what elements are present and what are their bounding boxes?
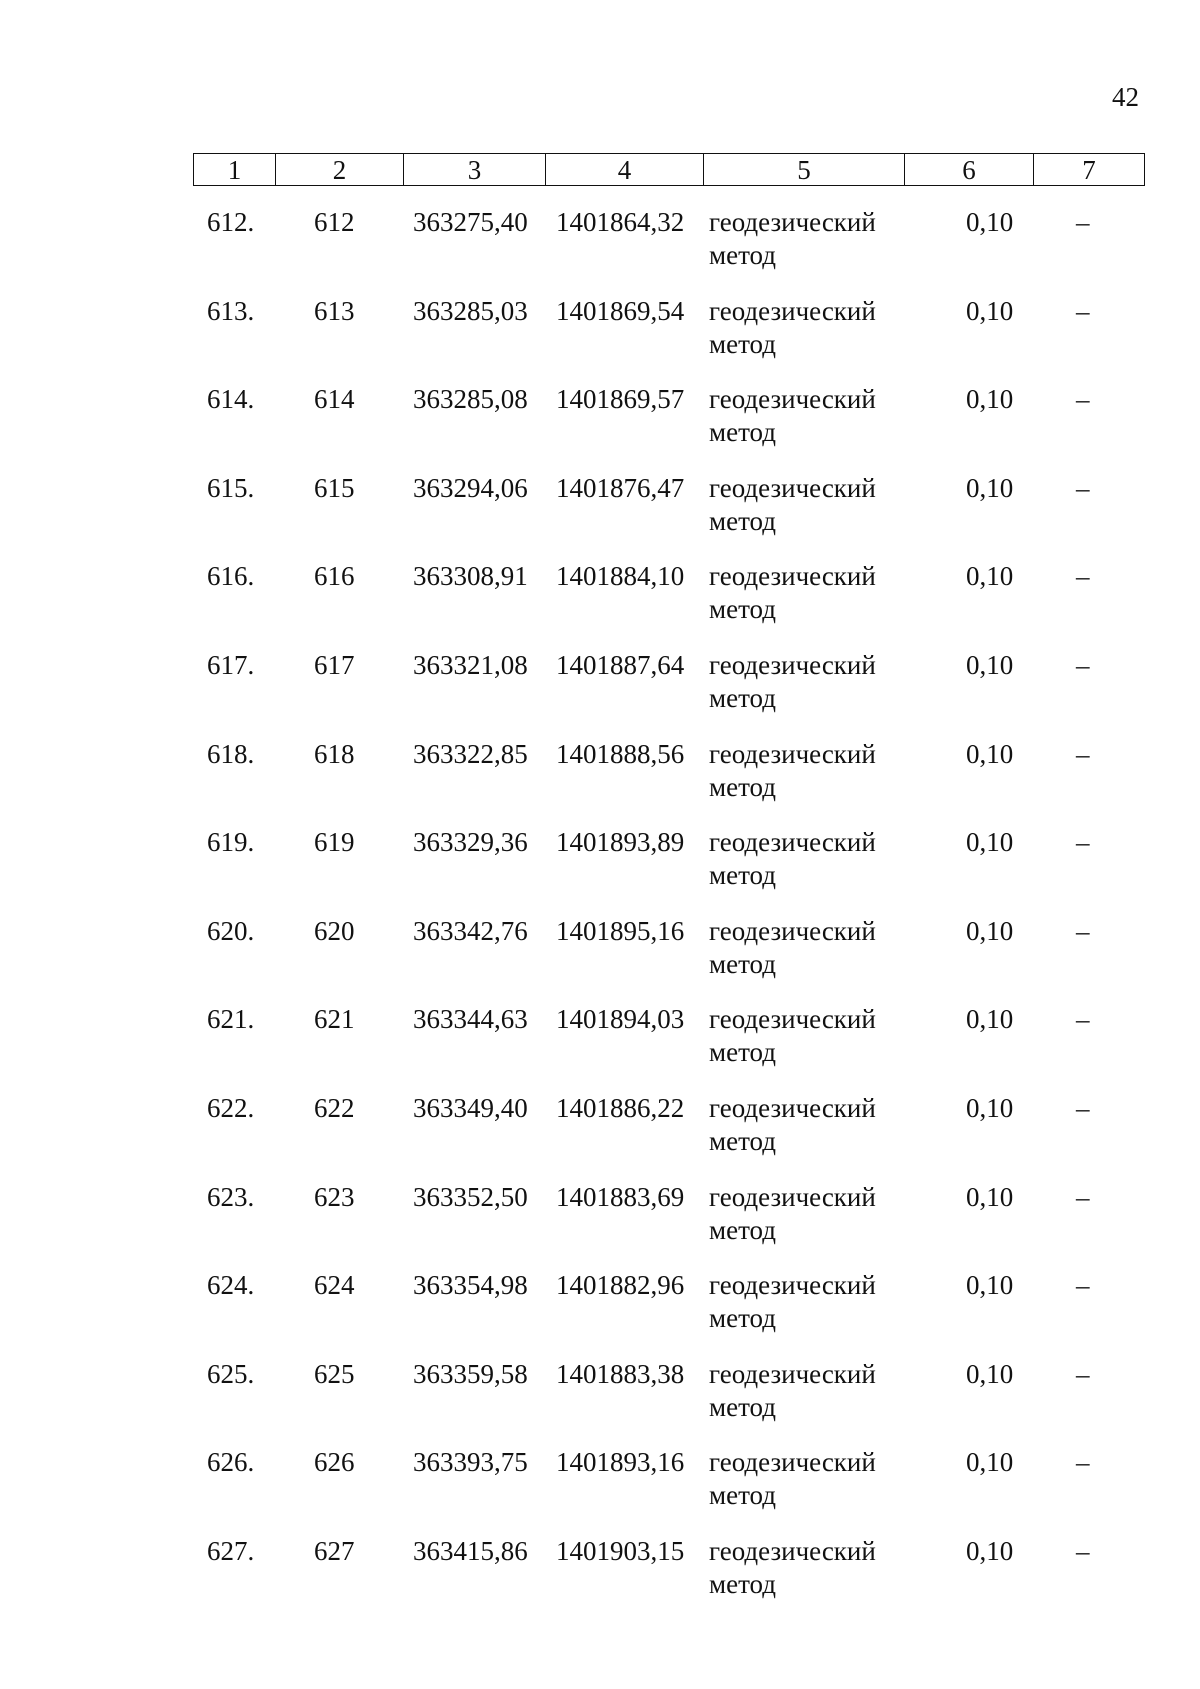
method-cell: геодезический метод <box>709 472 876 536</box>
note-cell: – <box>1076 1535 1090 1566</box>
page-number: 42 <box>1112 82 1139 112</box>
table-row <box>193 383 1144 472</box>
column-header-row <box>194 154 1145 186</box>
method-cell: геодезический метод <box>709 1447 876 1511</box>
row-number: 624. <box>207 1270 255 1301</box>
method-cell: геодезический метод <box>709 561 876 625</box>
accuracy-cell: 0,10 <box>966 207 1014 237</box>
note-cell: – <box>1076 1092 1090 1123</box>
coordinate-y: 1401893,16 <box>556 1447 685 1478</box>
table-row <box>193 738 1144 827</box>
accuracy-cell: 0,10 <box>966 561 1014 592</box>
coordinate-y: 1401894,03 <box>556 1004 685 1035</box>
accuracy-cell: 0,10 <box>966 649 1014 680</box>
method-cell: геодезический метод <box>709 1358 876 1422</box>
row-number: 612. <box>207 207 255 237</box>
method-cell: геодезический метод <box>709 827 876 891</box>
point-id: 627 <box>314 1535 355 1566</box>
coordinate-x: 363321,08 <box>413 649 528 680</box>
coordinate-x: 363354,98 <box>413 1270 528 1301</box>
method-cell: геодезический метод <box>709 1181 876 1245</box>
note-cell: – <box>1076 384 1090 415</box>
column-header: 2 <box>276 154 404 186</box>
row-number: 626. <box>207 1447 255 1478</box>
point-id: 624 <box>314 1270 355 1301</box>
note-cell: – <box>1076 1358 1090 1389</box>
point-id: 623 <box>314 1181 355 1212</box>
row-number: 618. <box>207 738 255 769</box>
accuracy-cell: 0,10 <box>966 1004 1014 1035</box>
table-row <box>193 206 1144 295</box>
method-cell: геодезический метод <box>709 915 876 979</box>
accuracy-cell: 0,10 <box>966 1535 1014 1566</box>
point-id: 618 <box>314 738 355 769</box>
row-number: 619. <box>207 827 255 858</box>
table-row <box>193 1269 1144 1358</box>
table-row <box>193 1003 1144 1092</box>
note-cell: – <box>1076 1181 1090 1212</box>
accuracy-cell: 0,10 <box>966 1092 1014 1123</box>
method-cell: геодезический метод <box>709 1092 876 1156</box>
column-header: 4 <box>546 154 704 186</box>
point-id: 621 <box>314 1004 355 1035</box>
point-id: 617 <box>314 649 355 680</box>
column-header: 5 <box>704 154 905 186</box>
table-row <box>193 1446 1144 1535</box>
row-number: 627. <box>207 1535 255 1566</box>
method-cell: геодезический метод <box>709 207 876 270</box>
row-number: 613. <box>207 295 255 326</box>
method-cell: геодезический метод <box>709 1535 876 1599</box>
table-row <box>193 1535 1144 1624</box>
note-cell: – <box>1076 1447 1090 1478</box>
row-number: 621. <box>207 1004 255 1035</box>
accuracy-cell: 0,10 <box>966 295 1014 326</box>
coordinate-x: 363285,03 <box>413 295 528 326</box>
point-id: 612 <box>314 207 355 237</box>
coordinate-x: 363308,91 <box>413 561 528 592</box>
note-cell: – <box>1076 561 1090 592</box>
accuracy-cell: 0,10 <box>966 1181 1014 1212</box>
note-cell: – <box>1076 1004 1090 1035</box>
row-number: 623. <box>207 1181 255 1212</box>
column-header-table <box>193 153 1145 186</box>
coordinate-y: 1401869,57 <box>556 384 685 415</box>
column-header: 3 <box>404 154 546 186</box>
accuracy-cell: 0,10 <box>966 1447 1014 1478</box>
note-cell: – <box>1076 295 1090 326</box>
table-row <box>193 915 1144 1004</box>
point-id: 614 <box>314 384 355 415</box>
method-cell: геодезический метод <box>709 1004 876 1068</box>
coordinate-x: 363342,76 <box>413 915 528 946</box>
note-cell: – <box>1076 915 1090 946</box>
row-number: 620. <box>207 915 255 946</box>
coordinate-x: 363285,08 <box>413 384 528 415</box>
coordinate-y: 1401895,16 <box>556 915 685 946</box>
point-id: 615 <box>314 472 355 503</box>
column-header: 6 <box>905 154 1034 186</box>
coordinate-x: 363415,86 <box>413 1535 528 1566</box>
coordinate-y: 1401883,69 <box>556 1181 685 1212</box>
coordinate-x: 363344,63 <box>413 1004 528 1035</box>
method-cell: геодезический метод <box>709 738 876 802</box>
table-row <box>193 1358 1144 1447</box>
point-id: 616 <box>314 561 355 592</box>
accuracy-cell: 0,10 <box>966 915 1014 946</box>
point-id: 626 <box>314 1447 355 1478</box>
column-header: 1 <box>194 154 276 186</box>
accuracy-cell: 0,10 <box>966 827 1014 858</box>
note-cell: – <box>1076 738 1090 769</box>
coordinate-y: 1401864,32 <box>556 207 685 237</box>
table-row <box>193 560 1144 649</box>
coordinate-x: 363393,75 <box>413 1447 528 1478</box>
coordinate-x: 363359,58 <box>413 1358 528 1389</box>
column-header: 7 <box>1034 154 1145 186</box>
coordinate-y: 1401882,96 <box>556 1270 685 1301</box>
note-cell: – <box>1076 1270 1090 1301</box>
row-number: 615. <box>207 472 255 503</box>
coordinate-x: 363275,40 <box>413 207 528 237</box>
point-id: 620 <box>314 915 355 946</box>
coordinate-x: 363294,06 <box>413 472 528 503</box>
coordinate-x: 363329,36 <box>413 827 528 858</box>
table-row <box>193 295 1144 384</box>
point-id: 613 <box>314 295 355 326</box>
coordinate-y: 1401886,22 <box>556 1092 685 1123</box>
coordinate-y: 1401876,47 <box>556 472 685 503</box>
method-cell: геодезический метод <box>709 1270 876 1334</box>
row-number: 614. <box>207 384 255 415</box>
note-cell: – <box>1076 207 1090 237</box>
table-row <box>193 1092 1144 1181</box>
coordinate-y: 1401887,64 <box>556 649 685 680</box>
table-body <box>193 206 1144 1624</box>
note-cell: – <box>1076 649 1090 680</box>
coordinate-x: 363349,40 <box>413 1092 528 1123</box>
table-row <box>193 472 1144 561</box>
coordinate-y: 1401888,56 <box>556 738 685 769</box>
table-row <box>193 826 1144 915</box>
note-cell: – <box>1076 827 1090 858</box>
row-number: 617. <box>207 649 255 680</box>
coordinate-y: 1401869,54 <box>556 295 685 326</box>
table-row <box>193 649 1144 738</box>
coordinate-y: 1401883,38 <box>556 1358 685 1389</box>
method-cell: геодезический метод <box>709 295 876 359</box>
point-id: 619 <box>314 827 355 858</box>
accuracy-cell: 0,10 <box>966 472 1014 503</box>
accuracy-cell: 0,10 <box>966 738 1014 769</box>
accuracy-cell: 0,10 <box>966 384 1014 415</box>
accuracy-cell: 0,10 <box>966 1270 1014 1301</box>
method-cell: геодезический метод <box>709 649 876 713</box>
row-number: 616. <box>207 561 255 592</box>
coordinate-y: 1401903,15 <box>556 1535 685 1566</box>
note-cell: – <box>1076 472 1090 503</box>
coordinate-y: 1401884,10 <box>556 561 685 592</box>
method-cell: геодезический метод <box>709 384 876 448</box>
row-number: 622. <box>207 1092 255 1123</box>
coordinate-x: 363352,50 <box>413 1181 528 1212</box>
table-row <box>193 1181 1144 1270</box>
point-id: 622 <box>314 1092 355 1123</box>
coordinate-y: 1401893,89 <box>556 827 685 858</box>
accuracy-cell: 0,10 <box>966 1358 1014 1389</box>
point-id: 625 <box>314 1358 355 1389</box>
row-number: 625. <box>207 1358 255 1389</box>
coordinate-x: 363322,85 <box>413 738 528 769</box>
